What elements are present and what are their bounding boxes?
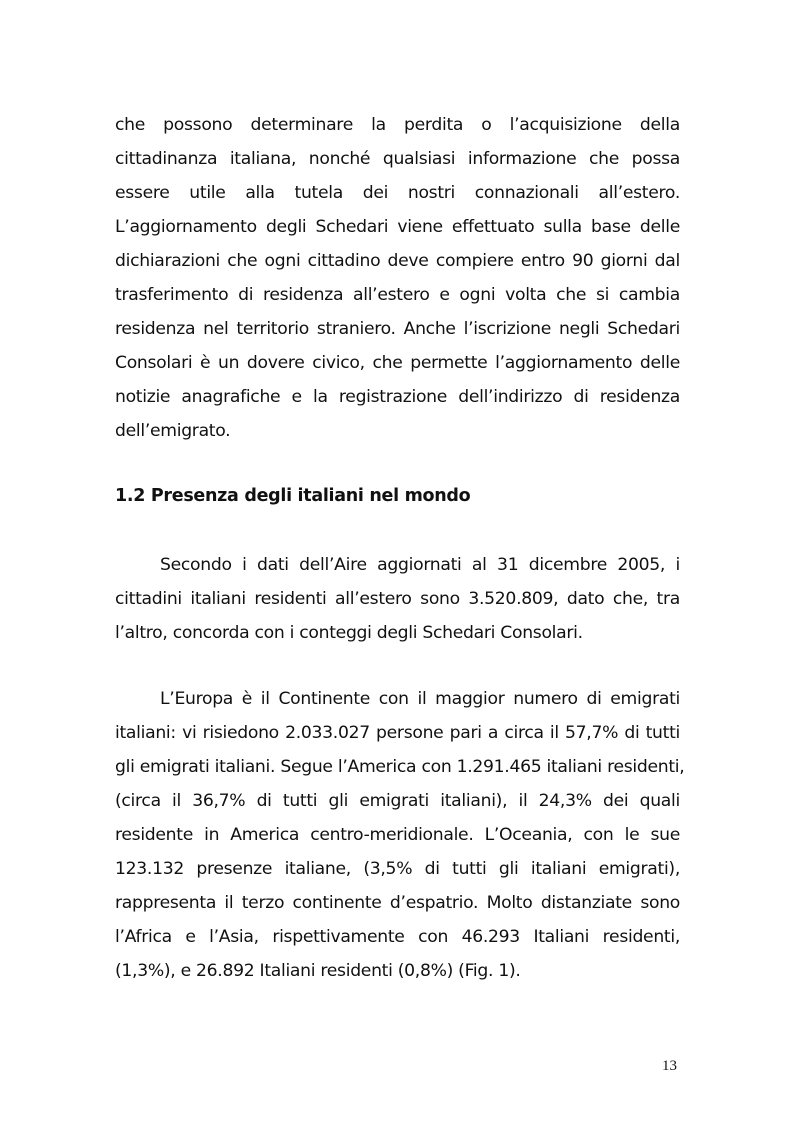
page-number: 13 xyxy=(662,1058,677,1074)
text-line: 123.132 presenze italiane, (3,5% di tutti gli italiani emigrati), xyxy=(115,859,680,879)
paragraph-consular-registers xyxy=(115,108,680,448)
text-line: L’aggiornamento degli Schedari viene effettuato sulla base delle xyxy=(115,217,680,237)
text-line: dichiarazioni che ogni cittadino deve compiere entro 90 giorni dal xyxy=(115,251,680,271)
text-line: Consolari è un dovere civico, che permette l’aggiornamento delle xyxy=(115,353,680,373)
text-line: L’Europa è il Continente con il maggior numero di emigrati xyxy=(160,689,680,709)
paragraph-continents xyxy=(115,682,685,988)
text-line: italiani: vi risiedono 2.033.027 persone pari a circa il 57,7% di tutti xyxy=(115,723,680,743)
text-line: rappresenta il terzo continente d’espatrio. Molto distanziate sono xyxy=(115,893,680,913)
section-heading: 1.2 Presenza degli italiani nel mondo xyxy=(115,486,471,506)
paragraph-aire-data xyxy=(115,548,680,650)
text-line: residente in America centro-meridionale. L’Oceania, con le sue xyxy=(115,825,680,845)
text-line: notizie anagrafiche e la registrazione dell’indirizzo di residenza xyxy=(115,387,680,407)
text-line: gli emigrati italiani. Segue l’America con 1.291.465 italiani residenti, xyxy=(115,757,685,777)
text-line: cittadini italiani residenti all’estero sono 3.520.809, dato che, tra xyxy=(115,589,680,609)
text-line: (1,3%), e 26.892 Italiani residenti (0,8%) (Fig. 1). xyxy=(115,961,521,981)
text-line: essere utile alla tutela dei nostri connazionali all’estero. xyxy=(115,183,680,203)
text-line: trasferimento di residenza all’estero e ogni volta che si cambia xyxy=(115,285,680,305)
text-line: cittadinanza italiana, nonché qualsiasi informazione che possa xyxy=(115,149,680,169)
text-line: residenza nel territorio straniero. Anche l’iscrizione negli Schedari xyxy=(115,319,680,339)
text-line: Secondo i dati dell’Aire aggiornati al 31 dicembre 2005, i xyxy=(160,555,680,575)
text-line: l’Africa e l’Asia, rispettivamente con 46.293 Italiani residenti, xyxy=(115,927,680,947)
text-line: che possono determinare la perdita o l’acquisizione della xyxy=(115,115,680,135)
text-line: dell’emigrato. xyxy=(115,421,231,441)
text-line: (circa il 36,7% di tutti gli emigrati italiani), il 24,3% dei quali xyxy=(115,791,680,811)
text-line: l’altro, concorda con i conteggi degli Schedari Consolari. xyxy=(115,623,583,643)
